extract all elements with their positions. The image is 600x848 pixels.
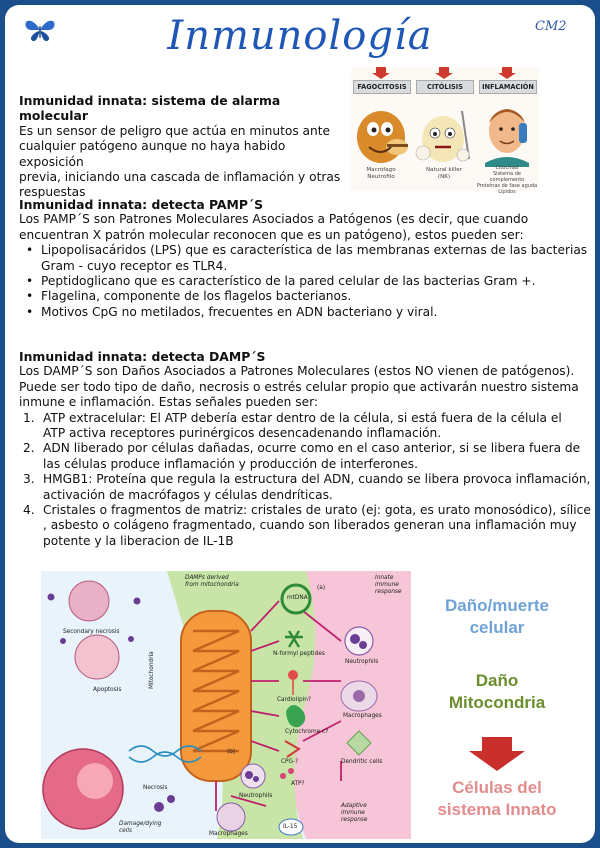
label-secondary-necrosis: Secondary necrosis [63, 629, 120, 635]
label-inflamacion: INFLAMACIÓN [479, 80, 537, 94]
label-il15: IL-15 [283, 824, 298, 830]
label-citolisis: CITÓLISIS [416, 80, 474, 94]
caption-nk: Natural killer (NK) [425, 167, 463, 180]
label-apoptosis: Apoptosis [93, 687, 122, 693]
section-damps [19, 349, 591, 549]
down-arrow-icon [467, 737, 527, 773]
label-macrophages-right: Macrophages [343, 713, 382, 719]
label-neutrophils-bottom: Neutrophils [239, 793, 273, 799]
text-line: previa, iniciando una cascada de inflamación y otras [19, 170, 341, 185]
list-item: 2. ADN liberado por células dañadas, ocurre como en el caso anterior, si se libera fuera de las células produce inflamación y producción de interferones. [23, 441, 581, 471]
innate-cells-illustration [351, 67, 539, 195]
text-line: Los DAMP´S son Daños Asociados a Patrones Moleculares (estos NO vienen de patógenos). [19, 364, 575, 379]
panel-b-label: (b) [227, 749, 236, 755]
section-alarma [19, 93, 349, 201]
section-pamps [19, 197, 589, 320]
document-code: CM2 [535, 19, 567, 34]
text-line: Es un sensor de peligro que actúa en minutos ante [19, 123, 331, 138]
label-atp: ATP? [291, 781, 305, 787]
page [5, 5, 595, 843]
text-line: cualquier patógeno aunque no haya habido exposición [19, 139, 286, 169]
list-item: • Flagelina, componente de los flagelos bacterianos. [19, 289, 589, 304]
label-innate-response: Innate immune response [375, 575, 402, 595]
text-line: encuentran X patrón molecular reconocen que es un patógeno), estos pueden ser: [19, 227, 524, 242]
label-fagocitosis: FAGOCITOSIS [353, 80, 411, 94]
text-line: Puede ser todo tipo de daño, necrosis o estrés celular propio que activarán nuestro sistema [19, 379, 579, 394]
section-heading: Inmunidad innata: detecta PAMP´S [19, 197, 264, 212]
label-mtdna: mtDNA [287, 595, 308, 601]
label-necrosis: Necrosis [143, 785, 168, 791]
label-neutrophils-right: Neutrophils [345, 659, 379, 665]
section-heading: Inmunidad innata: detecta DAMP´S [19, 349, 266, 364]
label-adaptive-response: Adaptive immune response [341, 803, 368, 823]
label-cytochrome: Cytochrome c? [285, 729, 329, 735]
caption-macrofago: Macrófago Neutrófilo [366, 167, 396, 180]
step-cell-damage: Daño/muerte celular [445, 596, 549, 637]
label-cpg: CPG-? [281, 759, 299, 765]
section-heading: Inmunidad innata: sistema de alarma molecular [19, 93, 281, 124]
list-item: 4. Cristales o fragmentos de matriz: cristales de urato (ej: gota, es urato monosódico), sílice , asbesto o colágeno fragmentado, cuando son liberados generan una inflamación muy potente y la liberacion de IL-1B [23, 503, 591, 548]
page-title: Inmunología [167, 13, 433, 59]
text-line: inmune e inflamación. Estas señales pueden ser: [19, 395, 318, 410]
mitochondria-label: Mitochondria [149, 651, 155, 689]
list-item: 1. ATP extracelular: El ATP debería estar dentro de la célula, si está fuera de la célula el ATP activa receptores purinérgicos desencadenando inflamación. [23, 410, 562, 441]
list-item: 3. HMGB1: Proteína que regula la estructura del ADN, cuando se libera provoca inflamación, activación de macrófagos y células dendríticas. [23, 472, 591, 502]
label-formyl-peptides: N-formyl peptides [273, 651, 325, 657]
list-item: • Motivos CpG no metilados, frecuentes en ADN bacteriano y viral. [19, 305, 589, 320]
list-item: • Lipopolisacáridos (LPS) que es característica de las membranas externas de las bacterias Gram - cuyo receptor es TLR4. [19, 243, 589, 274]
label-cardiolipin: Cardiolipin? [277, 697, 311, 703]
label-dendritic-cells: Dendritic cells [341, 759, 383, 765]
pamps-list [19, 243, 589, 320]
text-line: respuestas [19, 185, 86, 200]
mitochondria-damp-diagram [41, 571, 411, 839]
caption-inflamacion: Citocinas Sistema de complemento Proteínas de fase aguda Lípidos [476, 165, 538, 195]
diagram-title: DAMPs derived from mitochondria [185, 575, 239, 588]
list-item: • Peptidoglicano que es característico de la pared celular de las bacterias Gram +. [19, 274, 589, 289]
step-mitochondria-damage: Daño Mitocondria [448, 671, 546, 712]
damps-list [19, 411, 591, 550]
label-macrophages-bottom: Macrophages [209, 831, 248, 837]
label-damaged-cells: Damage/dying cells [119, 821, 162, 834]
panel-a-label: (a) [317, 585, 326, 591]
step-innate-cells: Células del sistema Innato [437, 778, 557, 819]
text-line: Los PAMP´S son Patrones Moleculares Asociados a Patógenos (es decir, que cuando [19, 212, 529, 227]
